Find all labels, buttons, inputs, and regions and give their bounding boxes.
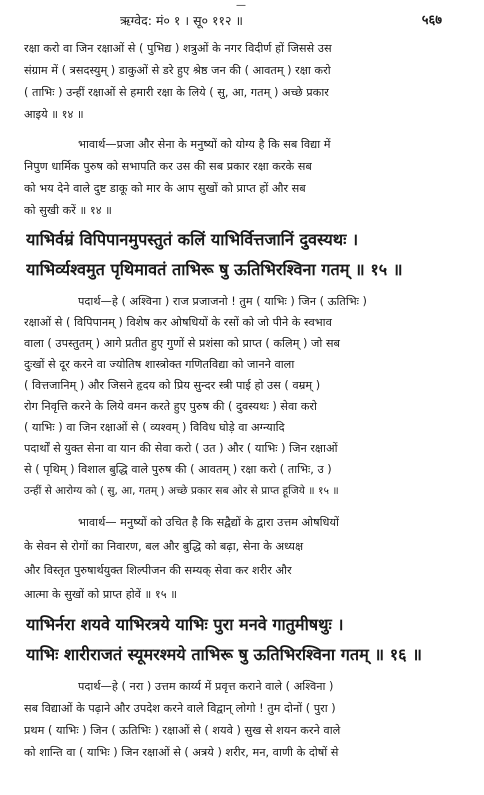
verse-line: याभिः शारीराजतं स्यूमरश्मये ताभिरू षु ऊतिभिरश्विना गतम् ॥ १६ ॥ <box>26 645 422 664</box>
verse-line: याभिर्व्यश्वमुत पृथिमावतं ताभिरू षु ऊतिभिरश्विना गतम् ॥ १५ ॥ <box>26 260 403 279</box>
padartha-first-line: पदार्थ—हे ( नरा ) उत्तम कार्य्य में प्रवृत्त कराने वाले ( अश्विना ) <box>78 680 334 693</box>
text-line: संग्राम में ( त्रसदस्युम् ) डाकुओं से डरे हुए श्रेष्ठ जन की ( आवतम् ) रक्षा करो <box>24 64 331 77</box>
verse-line: याभिर्वम्रं विपिपानमुपस्तुतं कलिं याभिर्वित्तजानिं दुवस्यथः । <box>26 230 359 249</box>
bhavartha-first-line: भावार्थ— मनुष्यों को उचित है कि सद्वैद्यों के द्वारा उत्तम ओषधियों <box>78 516 339 529</box>
text-line: रक्षा करो वा जिन रक्षाओं से ( पुभिद्य ) शत्रुओं के नगर विदीर्ण हों जिससे उस <box>24 42 332 55</box>
text-line: रक्षाओं से ( विपिपानम् ) विशेष कर ओषधियों के रसों को जो पीने के स्वभाव <box>24 316 332 329</box>
text-line: से ( पृथिम् ) विशाल बुद्धि वाले पुरुष की ( आवतम् ) रक्षा करो ( ताभिः, उ ) <box>24 463 332 476</box>
text-line: आत्मा के सुखों को प्राप्त होवें ॥ १५ ॥ <box>24 588 177 601</box>
text-line: ( ताभिः ) उन्हीं रक्षाओं से हमारी रक्षा के लिये ( सु, आ, गतम् ) अच्छे प्रकार <box>24 86 329 99</box>
text-line: आइये ॥ १४ ॥ <box>24 108 84 121</box>
text-line: प्रथम ( याभिः ) जिन ( ऊतिभिः ) रक्षाओं से ( शयवे ) सुख से शयन करने वाले <box>24 724 341 737</box>
text-line: को सुखी करें ॥ १४ ॥ <box>24 204 112 217</box>
text-line: निपुण धार्मिक पुरुष को सभापति कर उस की सब प्रकार रक्षा करके सब <box>24 160 312 173</box>
text-line: वाला ( उपस्तुतम् ) आगे प्रतीत हुए गुणों से प्रशंसा को प्राप्त ( कलिम् ) जो सब <box>24 337 340 350</box>
header-reference: ऋग्वेद: मं० १ । सू० ११२ ॥ <box>120 13 243 28</box>
text-line: को भय देने वाले दुष्ट डाकू को मार के आप सुखों को प्राप्त हों और सब <box>24 182 306 195</box>
text-line: रोग निवृत्ति करने के लिये वमन करते हुए पुरुष की ( दुवस्यथः ) सेवा करो <box>24 400 317 413</box>
top-mark: — <box>236 0 246 11</box>
text-line: उन्हीं से आरोग्य को ( सु, आ, गतम् ) अच्छे प्रकार सब ओर से प्राप्त हूजिये ॥ १५ ॥ <box>24 485 339 497</box>
text-line: और विस्तृत पुरुषार्थयुक्त शिल्पीजन की सम्यक् सेवा कर शरीर और <box>24 564 292 577</box>
verse-line: याभिर्नरा शयवे याभिरत्रये याभिः पुरा मनवे गातुमीषथुः । <box>26 615 344 634</box>
bhavartha-first-line: भावार्थ—प्रजा और सेना के मनुष्यों को योग्य है कि सब विद्या में <box>78 138 331 151</box>
page-number: ५६७ <box>421 13 442 28</box>
text-line: को शान्ति वा ( याभिः ) जिन रक्षाओं से ( अत्रये ) शरीर, मन, वाणी के दोषों से <box>24 746 339 759</box>
text-line: ( वित्तजानिम् ) और जिसने हृदय को प्रिय सुन्दर स्त्री पाई हो उस ( वम्रम् ) <box>24 379 321 392</box>
text-line: दुःखों से दूर करने वा ज्योतिष शास्त्रोक्त गणितविद्या को जानने वाला <box>24 358 295 371</box>
running-header <box>24 2 464 32</box>
text-line: ( याभिः ) वा जिन रक्षाओं से ( व्यश्वम् ) विविध घोड़े वा अग्न्यादि <box>24 421 285 434</box>
text-line: सब विद्याओं के पढ़ाने और उपदेश करने वाले विद्वान् लोगो ! तुम दोनों ( पुरा ) <box>24 702 336 715</box>
text-line: पदार्थों से युक्त सेना वा यान की सेवा करो ( उत ) और ( याभिः ) जिन रक्षाओं <box>24 442 338 455</box>
padartha-first-line: पदार्थ—हे ( अश्विना ) राज प्रजाजनो ! तुम ( याभिः ) जिन ( ऊतिभिः ) <box>78 295 367 308</box>
text-line: के सेवन से रोगों का निवारण, बल और बुद्धि को बढ़ा, सेना के अध्यक्ष <box>24 540 304 553</box>
